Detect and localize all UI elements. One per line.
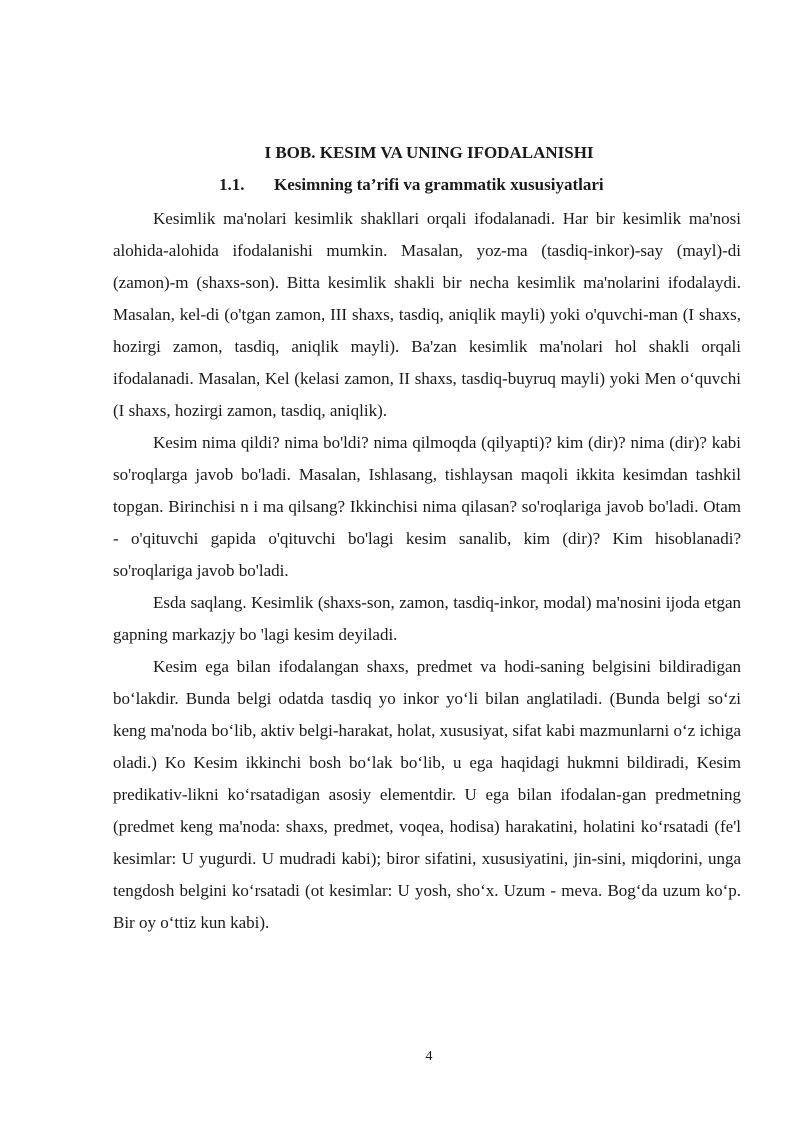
section-number: 1.1. bbox=[219, 175, 245, 194]
body-text bbox=[113, 203, 741, 939]
chapter-title: I BOB. KESIM VA UNING IFODALANISHI bbox=[264, 143, 594, 162]
paragraph: Esda saqlang. Kesimlik (shaxs-son, zamon, tasdiq-inkor, modal) ma'nosini ijoda etgan gapning markazjy bo 'lagi kesim deyiladi. bbox=[113, 593, 741, 644]
paragraph: Kesim nima qildi? nima bo'ldi? nima qilmoqda (qilyapti)? kim (dir)? nima (dir)? kabi so'roqlarga javob bo'ladi. Masalan, Ishlasang, tishlaysan maqoli ikkita kesimdan tashkil topgan. Birinchisi n i ma qilsang? Ikkinchisi nima qilasan? so'roqlariga javob bo'ladi. Otam - o'qituvchi gapida o'qituvchi bo'lagi kesim sanalib, kim (dir)? Kim hisoblanadi? so'roqlariga javob bo'ladi. bbox=[113, 433, 741, 580]
page-number: 4 bbox=[425, 1049, 433, 1064]
section-title: Kesimning ta’rifi va grammatik xususiyatlari bbox=[274, 175, 604, 194]
paragraph: Kesim ega bilan ifodalangan shaxs, predmet va hodi-saning belgisini bildiradigan bo‘lakdir. Bunda belgi odatda tasdiq yo inkor yo‘li bilan anglatiladi. (Bunda belgi so‘zi keng ma'noda bo‘lib, aktiv belgi-harakat, holat, xususiyat, sifat kabi mazmunlarni o‘z ichiga oladi.) Ko Kesim ikkinchi bosh bo‘lak bo‘lib, u ega haqidagi hukmni bildiradi, Kesim predikativ-likni ko‘rsatadigan asosiy elementdir. U ega bilan ifodalan-gan predmetning (predmet keng ma'noda: shaxs, predmet, voqea, hodisa) harakatini, holatini ko‘rsatadi (fe'l kesimlar: U yugurdi. U mudradi kabi); biror sifatini, xususiyatini, jin-sini, miqdorini, unga tengdosh belgini ko‘rsatadi (ot kesimlar: U yosh, sho‘x. Uzum - meva. Bog‘da uzum ko‘p. Bir oy o‘ttiz kun kabi). bbox=[113, 657, 741, 932]
section-heading bbox=[219, 173, 604, 197]
paragraph: Kesimlik ma'nolari kesimlik shakllari orqali ifodalanadi. Har bir kesimlik ma'nosi alohida-alohida ifodalanishi mumkin. Masalan, yoz-ma (tasdiq-inkor)-say (mayl)-di (zamon)-m (shaxs-son). Bitta kesimlik shakli bir necha kesimlik ma'nolarini ifodalaydi. Masalan, kel-di (o'tgan zamon, III shaxs, tasdiq, aniqlik mayli) yoki o'quvchi-man (I shaxs, hozirgi zamon, tasdiq, aniqlik mayli). Ba'zan kesimlik ma'nolari hol shakli orqali ifodalanadi. Masalan, Kel (kelasi zamon, II shaxs, tasdiq-buyruq mayli) yoki Men o‘quvchi (I shaxs, hozirgi zamon, tasdiq, aniqlik). bbox=[113, 209, 741, 420]
